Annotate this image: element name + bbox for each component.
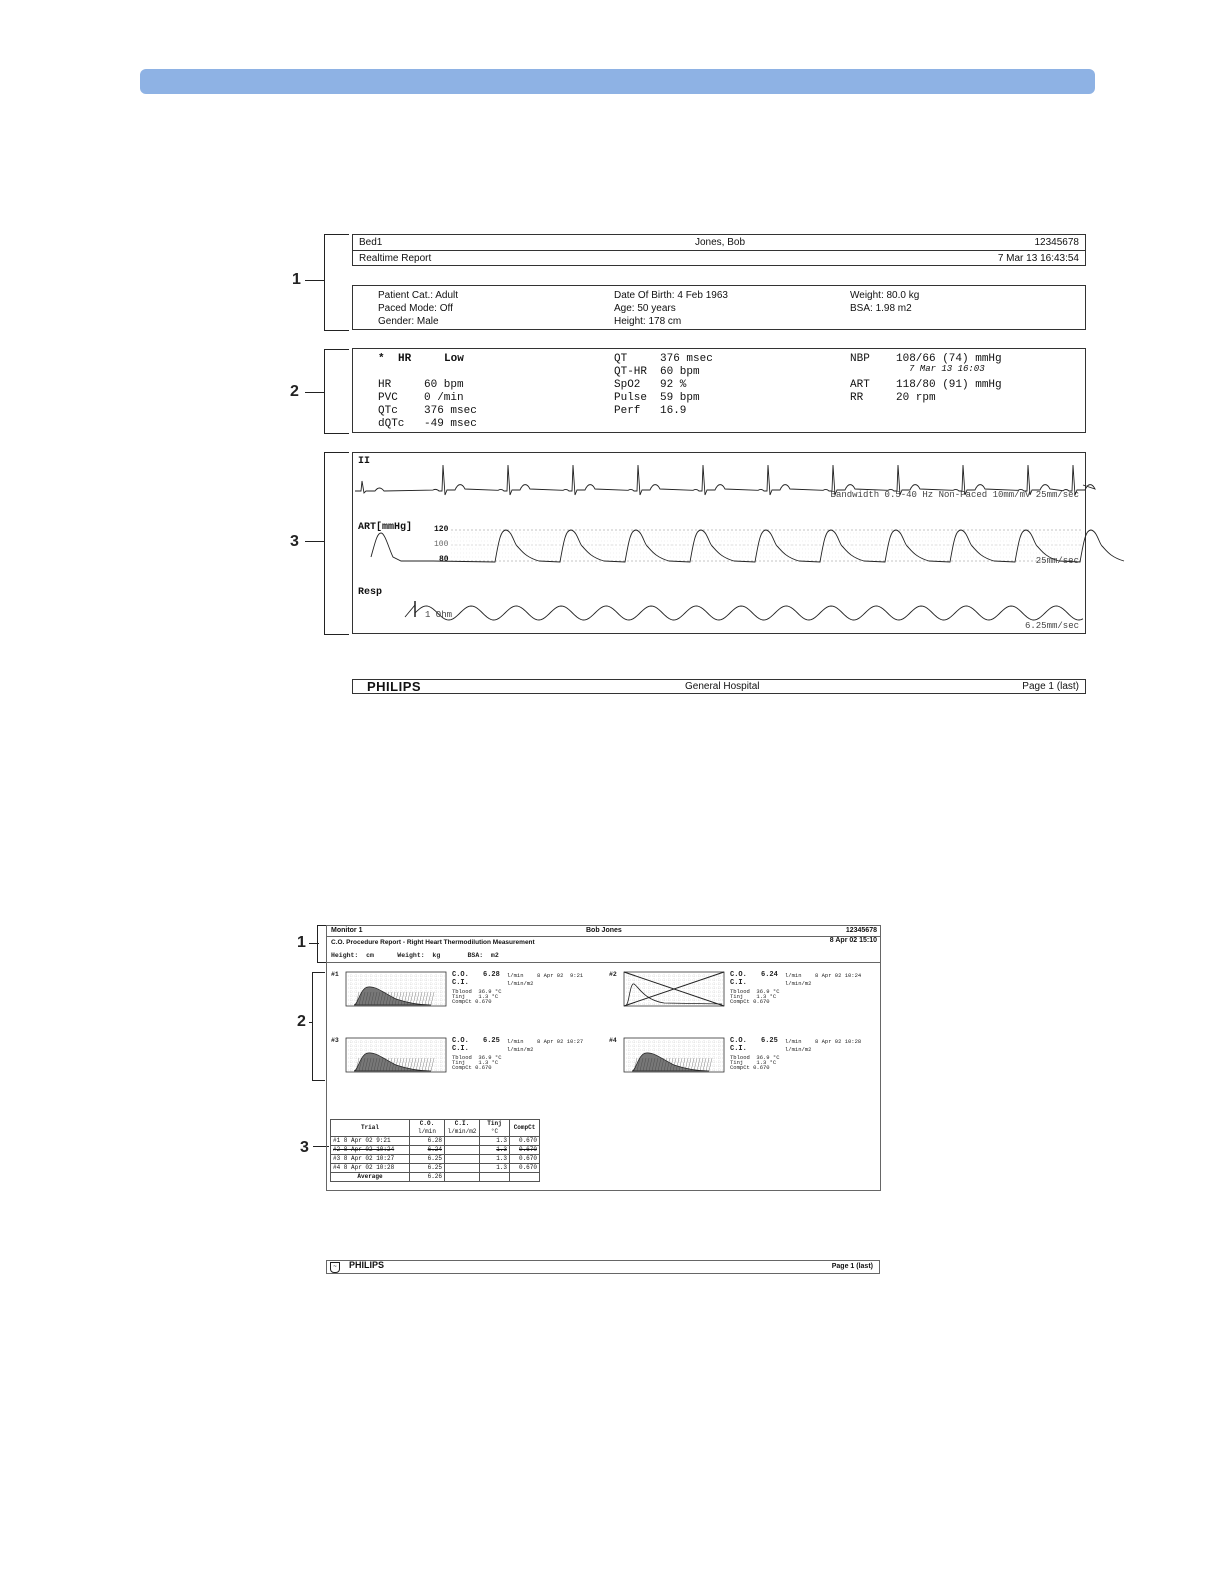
th-trial: Trial <box>331 1120 410 1137</box>
co-unit: l/min <box>507 972 524 979</box>
curve-number: #2 <box>609 971 617 978</box>
curve-number: #3 <box>331 1037 339 1044</box>
patient-name-b: Bob Jones <box>586 927 622 934</box>
co-report-title: C.O. Procedure Report - Right Heart Thermodilution Measurement <box>331 939 535 946</box>
curve-time: 8 Apr 02 10:27 <box>537 1038 584 1045</box>
co-value: 6.24 <box>761 971 778 979</box>
callout-1b: 1 <box>297 934 306 951</box>
ecg-lead-label: II <box>358 456 371 467</box>
co-unit: l/min <box>507 1038 524 1045</box>
waveforms-panel <box>352 452 1086 634</box>
report-title: Realtime Report <box>359 253 432 264</box>
thermodilution-curve <box>624 972 724 1006</box>
avg-empty-2 <box>480 1173 510 1182</box>
waveform-traces <box>353 453 1085 633</box>
page-number: Page 1 (last) <box>1022 681 1079 692</box>
th-co <box>410 1120 445 1137</box>
trial-row <box>331 1155 540 1164</box>
callout-2: 2 <box>290 383 299 400</box>
curve-panel <box>331 1037 601 1087</box>
vital-qt-label: QT <box>614 353 628 365</box>
trial-cell: #1 8 Apr 02 9:21 <box>331 1137 410 1146</box>
date-of-birth: Date Of Birth: 4 Feb 1963 <box>614 290 728 301</box>
tinj-cell: 1.3 <box>480 1155 510 1164</box>
vital-nbp-value: 108/66 (74) mmHg <box>896 353 1002 365</box>
callout-1: 1 <box>292 271 301 288</box>
ci-unit: l/min/m2 <box>785 1046 812 1053</box>
vital-pvc-value: 0 /min <box>424 392 464 404</box>
patient-category: Patient Cat.: Adult <box>378 290 459 301</box>
header-divider-b <box>327 936 880 937</box>
compct-cell: 0.670 <box>510 1146 540 1155</box>
th-tinj-unit: °C <box>490 1128 499 1135</box>
vital-nbp-time: 7 Mar 13 16:03 <box>909 364 985 374</box>
compct: CompCt 0.670 <box>730 998 770 1005</box>
tinj-cell: 1.3 <box>480 1164 510 1173</box>
vital-nbp-label: NBP <box>850 353 870 365</box>
thermodilution-curve <box>346 1038 446 1072</box>
vital-rr-value: 20 rpm <box>896 392 936 404</box>
curve-panel <box>609 1037 879 1087</box>
curve-panel <box>331 971 601 1021</box>
ci-unit: l/min/m2 <box>785 980 812 987</box>
vital-dqtc-label: dQTc <box>378 418 405 430</box>
trial-row <box>331 1164 540 1173</box>
ci-label: C.I. <box>730 979 747 987</box>
tblood: Tblood 36.9 °C <box>730 1054 780 1061</box>
ci-label: C.I. <box>452 1045 469 1053</box>
co-unit: l/min <box>785 972 802 979</box>
vital-qthr-value: 60 bpm <box>660 366 700 378</box>
trial-row <box>331 1146 540 1155</box>
weight: Weight: 80.0 kg <box>850 290 920 301</box>
alarm-star: * <box>378 353 385 365</box>
avg-empty-3 <box>510 1173 540 1182</box>
tinj: Tinj 1.3 °C <box>452 993 499 1000</box>
resp-scale: 1 Ohm <box>425 610 453 620</box>
tinj-cell: 1.3 <box>480 1146 510 1155</box>
header-bar <box>140 69 1095 94</box>
bracket-1 <box>324 234 349 331</box>
patient-name: Jones, Bob <box>695 237 746 248</box>
vital-rr-label: RR <box>850 392 864 404</box>
art-label: ART[mmHg] <box>358 522 413 533</box>
thermodilution-curve <box>624 1038 724 1072</box>
philips-shield-icon: ~ <box>330 1262 340 1273</box>
trial-table-body <box>331 1137 540 1173</box>
ci-unit: l/min/m2 <box>507 1046 534 1053</box>
co-report-datetime: 8 Apr 02 15:10 <box>829 937 877 944</box>
callout-2b: 2 <box>297 1013 306 1030</box>
paced-mode: Paced Mode: Off <box>378 303 453 314</box>
curve-time: 8 Apr 02 10:28 <box>815 1038 862 1045</box>
callout-line-3 <box>305 541 324 542</box>
trial-cell: #3 8 Apr 02 10:27 <box>331 1155 410 1164</box>
vital-pulse-label: Pulse <box>614 392 648 404</box>
curve-number: #1 <box>331 971 339 978</box>
philips-logo: PHILIPS <box>367 679 422 694</box>
trial-average-row <box>331 1173 540 1182</box>
th-ci <box>445 1120 480 1137</box>
ci-cell <box>445 1146 480 1155</box>
co-cell: 6.25 <box>410 1155 445 1164</box>
co-value: 6.25 <box>761 1037 778 1045</box>
vital-art-value: 118/80 (91) mmHg <box>896 379 1002 391</box>
curve-time: 8 Apr 02 9:21 <box>537 972 584 979</box>
ci-cell <box>445 1155 480 1164</box>
bracket-3 <box>324 452 349 635</box>
philips-logo-b: PHILIPS <box>349 1260 385 1270</box>
ci-label: C.I. <box>730 1045 747 1053</box>
vital-spo2-value: 92 % <box>660 379 687 391</box>
art-scale-120: 120 <box>434 525 449 534</box>
tinj: Tinj 1.3 °C <box>452 1059 499 1066</box>
art-scale-100: 100 <box>434 540 449 549</box>
measures-divider <box>327 962 880 963</box>
th-tinj <box>480 1120 510 1137</box>
ci-label: C.I. <box>452 979 469 987</box>
trial-cell: #4 8 Apr 02 10:28 <box>331 1164 410 1173</box>
vital-spo2-label: SpO2 <box>614 379 641 391</box>
tblood: Tblood 36.9 °C <box>730 988 780 995</box>
vital-qthr-label: QT-HR <box>614 366 648 378</box>
co-cell: 6.28 <box>410 1137 445 1146</box>
callout-line-2 <box>305 392 324 393</box>
vital-qt-value: 376 msec <box>660 353 713 365</box>
resp-label: Resp <box>358 587 383 598</box>
vital-pulse-value: 59 bpm <box>660 392 700 404</box>
co-label: C.O. <box>730 971 747 979</box>
bracket-2 <box>324 349 349 434</box>
height: Height: 178 cm <box>614 316 682 327</box>
co-label: C.O. <box>452 1037 469 1045</box>
th-ci-unit: l/min/m2 <box>447 1128 477 1135</box>
th-co-label: C.O. <box>419 1120 435 1127</box>
avg-value: 6.26 <box>410 1173 445 1182</box>
avg-label: Average <box>331 1173 410 1182</box>
trial-table-header <box>331 1120 540 1137</box>
ci-cell <box>445 1137 480 1146</box>
vital-pvc-label: PVC <box>378 392 398 404</box>
vitals-panel <box>352 348 1086 433</box>
resp-speed: 6.25mm/sec <box>1024 621 1079 631</box>
co-unit: l/min <box>785 1038 802 1045</box>
th-co-unit: l/min <box>417 1128 436 1135</box>
co-value: 6.25 <box>483 1037 500 1045</box>
bed-label: Bed1 <box>359 237 383 248</box>
trial-cell: #2 8 Apr 02 10:24 <box>331 1146 410 1155</box>
report-header <box>352 234 1086 266</box>
page-number-b: Page 1 (last) <box>831 1263 873 1270</box>
bsa: BSA: 1.98 m2 <box>850 303 912 314</box>
curve-panel <box>609 971 879 1021</box>
art-speed: 25mm/sec <box>1035 556 1079 566</box>
tinj: Tinj 1.3 °C <box>730 1059 777 1066</box>
callout-line-1 <box>305 280 324 281</box>
compct-cell: 0.670 <box>510 1155 540 1164</box>
vital-hr-label: HR <box>378 379 392 391</box>
compct-cell: 0.670 <box>510 1137 540 1146</box>
vital-dqtc-value: -49 msec <box>424 418 477 430</box>
vital-perf-value: 16.9 <box>660 405 687 417</box>
ci-cell <box>445 1164 480 1173</box>
ci-unit: l/min/m2 <box>507 980 534 987</box>
compct: CompCt 0.670 <box>452 998 492 1005</box>
vital-art-label: ART <box>850 379 870 391</box>
th-compct: CompCt <box>510 1120 540 1137</box>
tblood: Tblood 36.9 °C <box>452 1054 502 1061</box>
vital-perf-label: Perf <box>614 405 641 417</box>
gender: Gender: Male <box>378 316 439 327</box>
hospital-name: General Hospital <box>685 681 760 692</box>
bracket-2b <box>312 972 325 1081</box>
patient-info <box>352 285 1086 330</box>
callout-3: 3 <box>290 533 299 550</box>
age: Age: 50 years <box>614 303 676 314</box>
vital-qtc-value: 376 msec <box>424 405 477 417</box>
tinj-cell: 1.3 <box>480 1137 510 1146</box>
monitor-label: Monitor 1 <box>331 927 363 934</box>
th-tinj-label: Tinj <box>487 1120 502 1127</box>
curve-number: #4 <box>609 1037 617 1044</box>
callout-3b: 3 <box>300 1139 309 1156</box>
trial-table <box>330 1119 540 1182</box>
compct: CompCt 0.670 <box>730 1064 770 1071</box>
co-report-footer <box>326 1260 880 1274</box>
ecg-settings: Bandwidth 0.5-40 Hz Non-Paced 10mm/mV 25mm/sec <box>830 490 1079 500</box>
trial-row <box>331 1137 540 1146</box>
patient-id-b: 12345678 <box>845 927 877 934</box>
tinj: Tinj 1.3 °C <box>730 993 777 1000</box>
alarm-label: HR <box>398 353 412 365</box>
co-label: C.O. <box>452 971 469 979</box>
report-datetime: 7 Mar 13 16:43:54 <box>997 253 1079 264</box>
resp-trace <box>405 605 1083 620</box>
art-trace <box>371 530 1124 562</box>
report-footer <box>352 679 1086 694</box>
thermodilution-curve <box>346 972 446 1006</box>
co-cell: 6.24 <box>410 1146 445 1155</box>
header-divider <box>353 250 1085 251</box>
compct: CompCt 0.670 <box>452 1064 492 1071</box>
avg-empty-1 <box>445 1173 480 1182</box>
tblood: Tblood 36.9 °C <box>452 988 502 995</box>
curve-time: 8 Apr 02 10:24 <box>815 972 862 979</box>
compct-cell: 0.670 <box>510 1164 540 1173</box>
co-cell: 6.25 <box>410 1164 445 1173</box>
th-ci-label: C.I. <box>454 1120 470 1127</box>
co-value: 6.28 <box>483 971 500 979</box>
ecg-trace <box>355 465 1095 495</box>
vital-hr-value: 60 bpm <box>424 379 464 391</box>
bracket-1b <box>317 925 326 963</box>
vital-qtc-label: QTc <box>378 405 398 417</box>
art-scale-80: 80 <box>439 555 449 564</box>
alarm-value: Low <box>444 353 464 365</box>
co-label: C.O. <box>730 1037 747 1045</box>
patient-measures: Height: cm Weight: kg BSA: m2 <box>331 952 499 959</box>
patient-id: 12345678 <box>1034 237 1079 248</box>
